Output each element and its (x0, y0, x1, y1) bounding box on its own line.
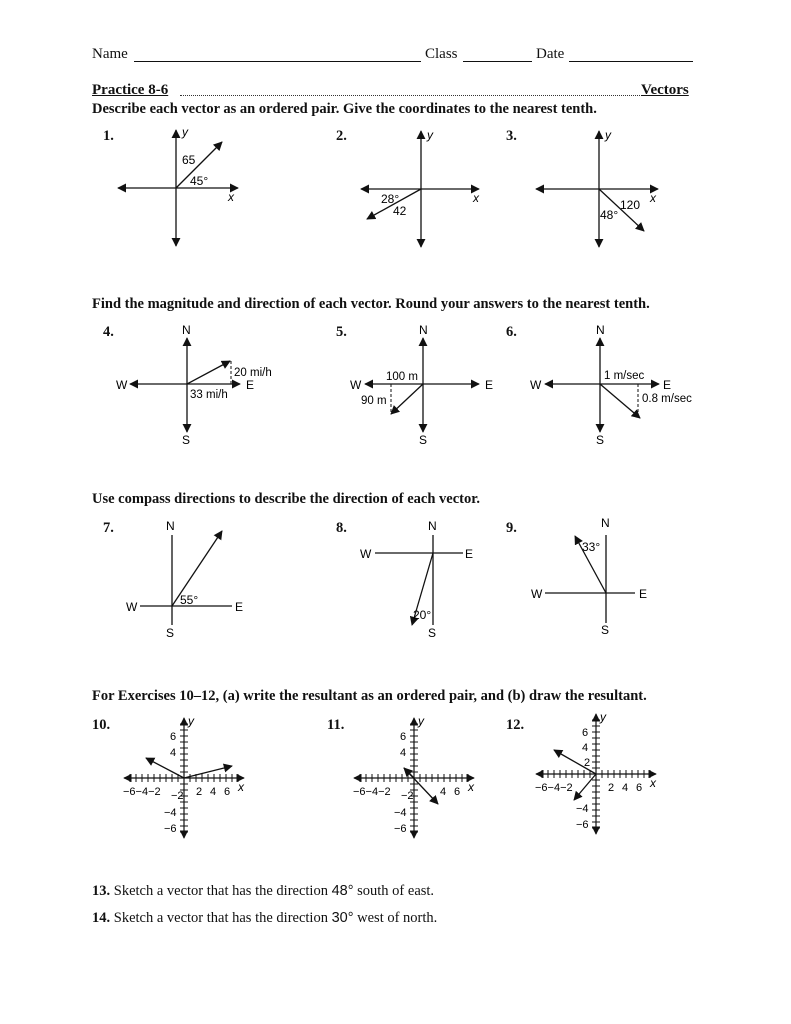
tick-label-neg-x: −6−4−2 (535, 782, 573, 794)
east-label: E (235, 600, 244, 614)
y-label: y (182, 125, 188, 139)
y-label: y (427, 128, 433, 142)
west-label: W (350, 378, 362, 392)
tick-label-x6: 6 (224, 786, 231, 798)
exercise-14-number: 14. (92, 910, 111, 926)
diagram-4 (110, 320, 285, 450)
east-label: E (246, 378, 255, 392)
y-label: y (605, 128, 611, 142)
exercise-14-text-after: west of north. (357, 910, 438, 926)
tick-label-y-neg6: −6 (164, 823, 177, 835)
vector-b (574, 774, 596, 800)
diagram-5 (345, 320, 500, 450)
problem-12-number: 12. (506, 717, 525, 733)
date-label: Date (536, 46, 565, 62)
west-label: W (360, 547, 372, 561)
problem-3-number: 3. (506, 128, 517, 144)
angle-label: 55° (180, 593, 199, 607)
tick-label-neg-x: −6−4−2 (123, 786, 161, 798)
y-label: y (418, 714, 424, 728)
y-label: y (188, 714, 194, 728)
tick-label-y-neg6: −6 (394, 823, 407, 835)
exercise-13-angle: 48° (331, 883, 354, 899)
practice-title: Practice 8-6 (92, 82, 169, 98)
north-label: N (419, 323, 428, 337)
south-label: S (428, 626, 437, 640)
tick-label-y-neg2: −2 (171, 790, 184, 802)
exercise-13-number: 13. (92, 883, 111, 899)
problem-8-number: 8. (336, 520, 347, 536)
magnitude-label: 120 (620, 198, 641, 212)
south-label: S (182, 433, 191, 447)
horizontal-label: 33 mi/h (190, 389, 228, 401)
east-label: E (639, 587, 648, 601)
tick-label-y2: 2 (584, 757, 591, 769)
tick-label-y-neg6: −6 (576, 819, 589, 831)
exercise-14-angle: 30° (331, 910, 354, 926)
name-label: Name (92, 46, 128, 62)
tick-label-x2: 2 (608, 782, 615, 794)
diagram-1 (110, 120, 250, 255)
problem-5-number: 5. (336, 324, 347, 340)
angle-label: 45° (190, 174, 209, 188)
problem-7-number: 7. (103, 520, 114, 536)
problem-4-number: 4. (103, 324, 114, 340)
x-label: x (650, 776, 656, 790)
date-field[interactable] (569, 61, 693, 62)
exercise-14-text-before: Sketch a vector that has the direction (113, 910, 328, 926)
tick-label-x6: 6 (636, 782, 643, 794)
section-1-instructions: Describe each vector as an ordered pair. Give the coordinates to the nearest tenth. (92, 101, 597, 117)
south-label: S (419, 433, 428, 447)
class-label: Class (425, 46, 458, 62)
problem-9-number: 9. (506, 520, 517, 536)
grid-12 (530, 708, 665, 838)
south-label: S (601, 623, 610, 637)
west-label: W (531, 587, 543, 601)
tick-label-x6: 6 (454, 786, 461, 798)
grid-10 (118, 712, 253, 842)
name-field[interactable] (134, 61, 421, 62)
title-dots (180, 95, 640, 96)
x-label: x (473, 191, 479, 205)
tick-label-x4: 4 (440, 786, 447, 798)
angle-label: 33° (582, 540, 601, 554)
diagram-7 (120, 515, 260, 645)
problem-1-number: 1. (103, 128, 114, 144)
vertical-label: 0.8 m/sec (642, 393, 692, 405)
problem-2-number: 2. (336, 128, 347, 144)
tick-label-x4: 4 (622, 782, 629, 794)
section-2-instructions: Find the magnitude and direction of each vector. Round your answers to the nearest tenth. (92, 296, 650, 312)
tick-label-y6: 6 (582, 727, 589, 739)
vector (391, 384, 423, 414)
east-label: E (465, 547, 474, 561)
grid-11 (348, 712, 483, 842)
tick-label-x4: 4 (210, 786, 217, 798)
south-label: S (166, 626, 175, 640)
vector (600, 384, 640, 418)
tick-label-y4: 4 (170, 747, 177, 759)
west-label: W (530, 378, 542, 392)
angle-label: 20° (413, 608, 432, 622)
diagram-9 (525, 513, 665, 643)
tick-label-y4: 4 (582, 742, 589, 754)
y-label: y (600, 710, 606, 724)
problem-6-number: 6. (506, 324, 517, 340)
vector (187, 361, 230, 384)
tick-label-y-neg4: −4 (164, 807, 177, 819)
horizontal-label: 1 m/sec (604, 370, 645, 382)
class-field[interactable] (463, 61, 532, 62)
x-label: x (650, 191, 656, 205)
tick-label-y-neg2: −2 (401, 790, 414, 802)
west-label: W (126, 600, 138, 614)
horizontal-label: 100 m (386, 371, 418, 383)
section-3-instructions: Use compass directions to describe the direction of each vector. (92, 491, 480, 507)
exercise-13 (92, 883, 434, 900)
exercise-13-text-after: south of east. (357, 883, 435, 899)
north-label: N (596, 323, 605, 337)
problem-11-number: 11. (327, 717, 345, 733)
diagram-6 (525, 320, 700, 450)
west-label: W (116, 378, 128, 392)
tick-label-x2: 2 (196, 786, 203, 798)
section-4-instructions: For Exercises 10–12, (a) write the resultant as an ordered pair, and (b) draw the resultant. (92, 688, 647, 704)
east-label: E (663, 378, 672, 392)
diagram-3 (530, 125, 670, 255)
vector-a (146, 758, 184, 778)
x-label: x (238, 780, 244, 794)
vertical-label: 90 m (361, 395, 387, 407)
diagram-2 (355, 125, 490, 255)
magnitude-label: 65 (182, 153, 196, 167)
exercise-14 (92, 910, 437, 927)
tick-label-neg-x: −6−4−2 (353, 786, 391, 798)
east-label: E (485, 378, 494, 392)
x-label: x (468, 780, 474, 794)
tick-label-y6: 6 (170, 731, 177, 743)
tick-label-y-neg4: −4 (576, 803, 589, 815)
tick-label-y-neg4: −4 (394, 807, 407, 819)
vertical-label: 20 mi/h (234, 367, 272, 379)
north-label: N (182, 323, 191, 337)
tick-label-y4: 4 (400, 747, 407, 759)
problem-10-number: 10. (92, 717, 111, 733)
tick-label-y6: 6 (400, 731, 407, 743)
north-label: N (166, 519, 175, 533)
magnitude-label: 42 (393, 204, 407, 218)
angle-label: 28° (381, 192, 400, 206)
topic-title: Vectors (641, 82, 689, 98)
north-label: N (601, 516, 610, 530)
north-label: N (428, 519, 437, 533)
angle-label: 48° (600, 208, 619, 222)
exercise-13-text-before: Sketch a vector that has the direction (113, 883, 328, 899)
x-label: x (228, 190, 234, 204)
south-label: S (596, 433, 605, 447)
diagram-8 (355, 515, 490, 645)
